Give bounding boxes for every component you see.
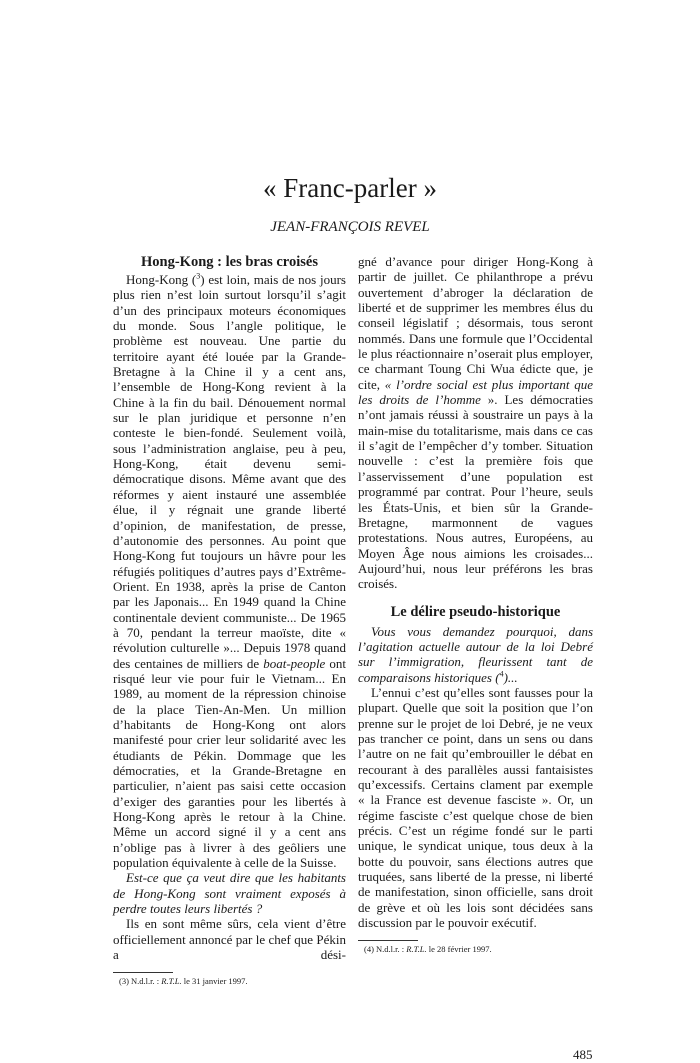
text-run: le 28 février 1997. [426,944,492,955]
paragraph [358,685,593,931]
text-run: L’ennui c’est qu’elles sont fausses pour la plupart. Quelle que soit la position que l’on prenne sur le projet de loi Debré, je ne veux pas trancher ce point, dans un sens ou dans l’autre on ne fait qu’embrouiller le débat en recourant à des parallèles aussi fantaisistes qu’excessifs. Certains clament par exemple « la France est devenue fasciste ». Or, un régime fasciste c’est quelque chose de bien précis. C’est un régime fondé sur le parti unique, le syndicat unique, tous deux à la botte du pouvoir, sans élections autres que truquées, sans liberté de la presse, ni liberté de manifestation, sinon officielle, sans droit de grève et où les lois sont décidées sans discussion par le pouvoir exécutif. [358,684,593,931]
section-heading-hong-kong: Hong-Kong : les bras croisés [141,254,318,270]
text-run: R.T.L. [406,944,427,955]
text-run: )... [503,669,518,685]
article-title: « Franc-parler » [263,173,437,203]
text-run: R.T.L. [161,976,182,987]
article-columns [0,254,700,987]
text-run: (3) N.d.l.r. : [119,976,162,987]
text-run: gné d’avance pour diriger Hong-Kong à partir de juillet. Ce philanthrope a prévu ouvertement d’abroger la déclaration de liberté et de supprimer les membres élus du conseil législatif ; désormais, tous seront nommés. Dans une formule que l’Occidental le plus réactionnaire n’oserait plus employer, ce charmant Toung Chi Wua édicte que, je cite, [358,254,593,392]
paragraph [113,916,346,962]
footnote-divider [358,940,418,941]
section-heading-delire: Le délire pseudo-historique [390,603,561,620]
footnote-divider [113,972,173,973]
text-run: le 31 janvier 1997. [181,976,248,987]
left-column [113,254,346,987]
footnote-3 [113,976,346,987]
text-run: ) est loin, mais de nos jours plus rien n’est loin surtout lorsqu’il s’agit d’un des principaux moteurs économiques du monde. Sous l’angle politique, le problème est nouveau. Une partie du territoire ayant été louée par la Grande-Bretagne à la Chine il y a cent ans, l’ensemble de Hong-Kong revient à la Chine à la fin du bail. Dénouement normal sur le plan juridique et personne n’en conteste le bien-fondé. Seulement voilà, sous l’administration anglaise, peu à peu, Hong-Kong, était devenu semi-démocratique disons. Même avant que des réformes y aient instauré une assemblée élue, il y régnait une grande liberté d’opinion, de manifestation, de presse, d’autonomie des personnes. Au point que Hong-Kong fut toujours un hâvre pour les réfugiés politiques d’autres pays d’Extrême-Orient. En 1938, après la prise de Canton par les Japonais... En 1949 quand la Chine continentale devient communiste... De 1965 à 70, pendant la terreur maoïste, dite « révolution culturelle »... Depuis 1978 quand des centaines de milliers de [113,272,346,671]
paragraph [113,272,346,870]
footnote-ref: 4 [499,669,504,679]
text-run: Est-ce que ça veut dire que les habitants de Hong-Kong sont vraiment exposés à perdre toutes leurs libertés ? [113,870,346,917]
text-run: Ils en sont même sûrs, cela vient d’être officiellement annoncé par le chef que Pékin a dési- [113,916,346,963]
text-run: « l’ordre social est plus important que les droits de l’homme [358,376,593,408]
question-paragraph [358,624,593,685]
text-run: ». Les démocraties n’ont jamais réussi à soustraire un pays à la main-mise du totalitarisme, mais dans ce cas il s’agit de l’empêcher d’y tomber. Situation nouvelle : c’est la première fois que l’asservissement d’une population est programmé par contrat. Pour l’heure, seuls les États-Unis, et bien sûr la Grande-Bretagne, marmonnent de vagues protestations. Nous autres, Européens, au Moyen Âge nous aimions les croisades... Aujourd’hui, nous leur préférons les bras croisés. [358,392,594,592]
footnote-block [358,940,593,955]
right-column [358,254,593,955]
paragraph-continued [358,254,593,592]
text-run: Vous vous demandez pourquoi, dans l’agitation actuelle autour de la loi Debré sur l’immigration, fleurissent tant de comparaisons historiques ( [358,623,593,685]
question-paragraph [113,870,346,916]
author-name: JEAN-FRANÇOIS REVEL [270,219,430,235]
footnote-block [113,972,346,987]
text-run: Hong-Kong ( [126,272,197,287]
text-run: boat-people [263,655,326,671]
footnote-4 [358,944,593,955]
footnote-ref: 3 [196,271,201,281]
text-run: ont risqué leur vie pour fuir le Vietnam... En 1989, au moment de la répression chinoise de la place Tien-An-Men. Un million d’habitants de Hong-Kong ont alors manifesté pour crier leur solidarité avec les étudiants de Pékin. Dommage que les démocraties, et la Grande-Bretagne en particulier, n’aient pas saisi cette occasion d’exiger des garanties pour les libertés à Hong-Kong après le retour à la Chine. Même un accord signé il y a cent ans n’oblige pas à livrer à des geôliers une population équivalente à celle de la Suisse. [113,655,346,871]
text-run: (4) N.d.l.r. : [364,944,407,955]
page-number: 485 [573,1047,593,1063]
